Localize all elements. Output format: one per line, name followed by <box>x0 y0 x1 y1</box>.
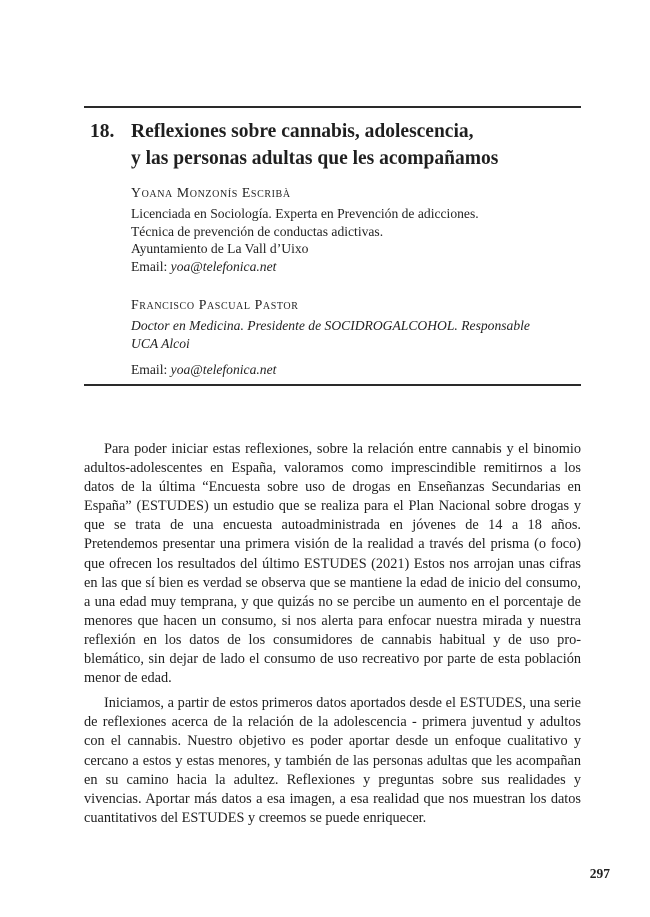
paragraph-2: Iniciamos, a partir de estos primeros datos aportados desde el ESTUDES, una serie de reflexiones acerca de la relación de la adolescencia - primera juventud y adultos con el cannabis. Nuestro objetivo es poder aportar desde un enfoque cualitativo y cercano a estos y estas menores, y también de las personas adultas que les acompañan en su camino hacia la adultez. Reflexiones y preguntas sobre sus realidades y vivencias. Aportar más datos a esa imagen, a esa realidad que nos muestran los datos cuantitativos del ESTUDES y creemos se puede enriquecer. <box>84 695 581 826</box>
body-text <box>84 440 581 828</box>
chapter-title-line-2: y las personas adultas que les acompañamos <box>131 148 499 169</box>
author-name: Francisco Pascual Pastor <box>131 297 299 312</box>
top-rule <box>84 106 581 108</box>
author-affiliation: Ayuntamiento de La Vall d’Uixo <box>131 241 309 257</box>
chapter-number: 18. <box>90 121 115 142</box>
email-link[interactable]: yoa@telefonica.net <box>170 362 277 378</box>
email-label: Email: <box>131 362 168 378</box>
author-block-1 <box>131 184 571 275</box>
author-affiliation: Doctor en Medicina. Presidente de SOCIDROGALCOHOL. Responsable <box>131 318 530 334</box>
author-block-2 <box>131 296 571 379</box>
author-affiliation: UCA Alcoi <box>131 335 190 351</box>
author-affiliation: Licenciada en Sociología. Experta en Prevención de adicciones. <box>131 206 479 222</box>
email-link[interactable]: yoa@telefonica.net <box>170 258 277 274</box>
author-email-line <box>131 258 571 275</box>
chapter-title-line-1: Reflexiones sobre cannabis, adolescencia, <box>131 121 474 142</box>
bottom-rule <box>84 384 581 386</box>
paragraph-1: Para poder iniciar estas reflexiones, sobre la relación entre cannabis y el binomio adultos-adolescentes en España, valoramos como imprescindible remitirnos a los datos de la última “Encuesta sobre uso de drogas en Enseñanzas Secundarias en España” (ESTUDES) un estudio que se realiza para el Plan Nacional sobre drogas y que se trata de una encuesta autoadministrada en jóvenes de 14 a 18 años. Pretendemos presentar una primera visión de la realidad a través del prisma (o foco) que ofrecen los resultados del último ESTUDES (2021) Estos nos arrojan unas cifras en las que sí bien es verdad se observa que se mantiene la edad de inicio del consumo, a una edad muy temprana, y que quizás no se percibe un aumento en el porcentaje de menores que hacen un consumo, si nos alerta para enfocar nuestra mirada y nuestra reflexión en los datos de los consumidores de cannabis habitual y de uso problemático, sin dejar de lado el consumo de uso recreativo por parte de esta población menor de edad. <box>84 441 581 687</box>
page-number: 297 <box>589 866 610 881</box>
author-affiliation: Técnica de prevención de conductas adictivas. <box>131 223 384 239</box>
author-name: Yoana Monzonís Escribà <box>131 185 291 200</box>
author-email-line <box>131 361 571 378</box>
email-label: Email: <box>131 258 168 274</box>
